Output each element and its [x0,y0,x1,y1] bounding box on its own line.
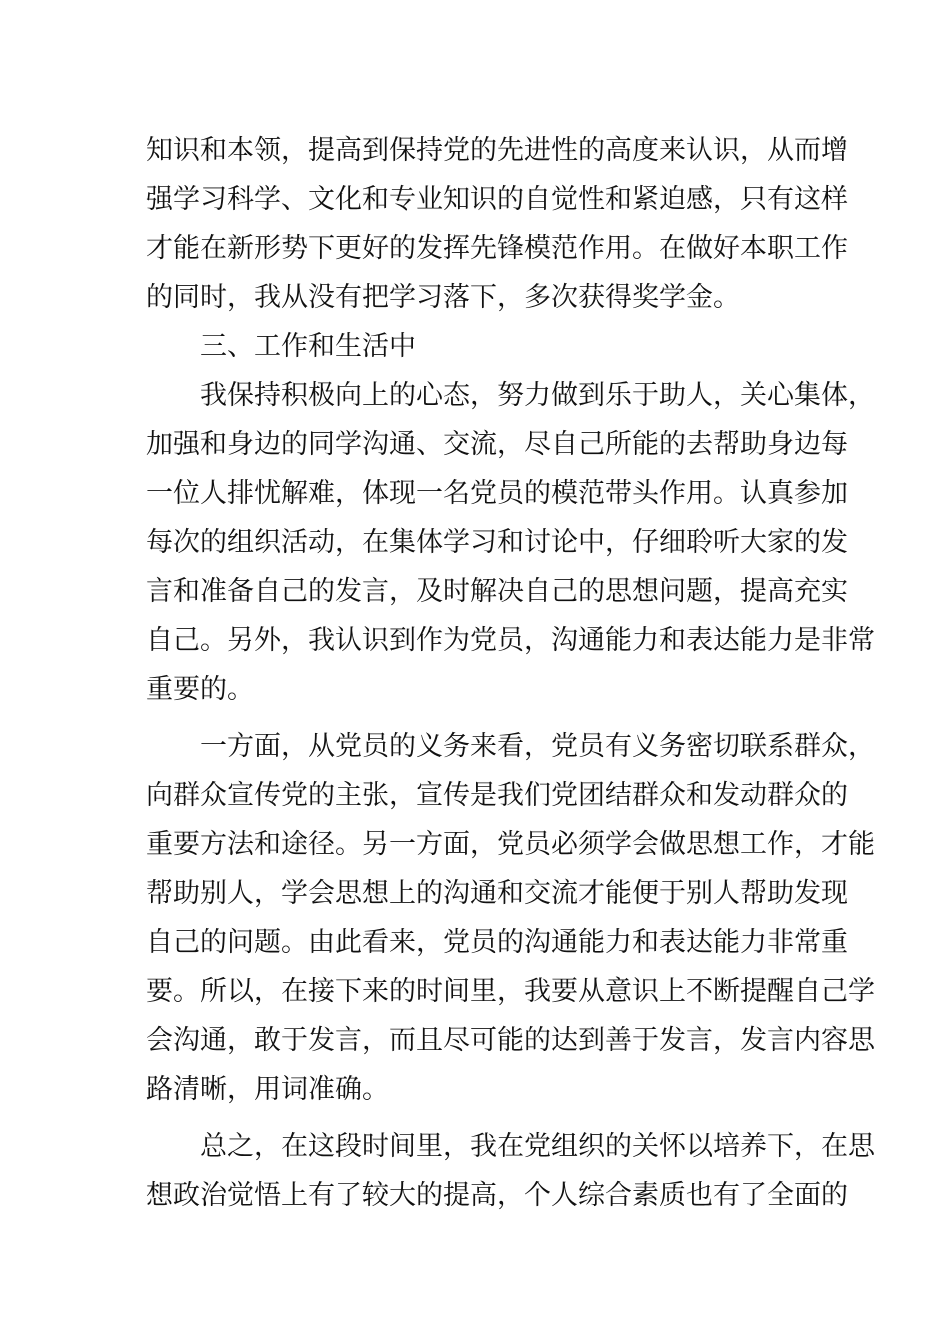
text-line: 向群众宣传党的主张，宣传是我们党团结群众和发动群众的 [146,780,848,811]
text-line: 加强和身边的同学沟通、交流，尽自己所能的去帮助身边每 [146,429,848,460]
text-line: 每次的组织活动，在集体学习和讨论中，仔细聆听大家的发 [146,527,848,558]
text-line: 才能在新形势下更好的发挥先锋模范作用。在做好本职工作 [146,233,848,264]
text-line: 路清晰，用词准确。 [146,1074,389,1105]
text-line: 自己的问题。由此看来，党员的沟通能力和表达能力非常重 [146,927,848,958]
text-line: 一位人排忧解难，体现一名党员的模范带头作用。认真参加 [146,478,848,509]
text-line: 会沟通，敢于发言，而且尽可能的达到善于发言，发言内容思 [146,1025,875,1056]
document-body [146,126,875,1220]
paragraph-continuation [146,126,848,322]
section-heading: 三、工作和生活中 [200,331,416,362]
paragraph-spacer [146,714,810,722]
text-line: 言和准备自己的发言，及时解决自己的思想问题，提高充实 [146,576,848,607]
text-line: 的同时，我从没有把学习落下，多次获得奖学金。 [146,282,740,313]
text-line: 知识和本领，提高到保持党的先进性的高度来认识，从而增 [146,135,848,166]
paragraph [146,371,875,714]
text-line: 我保持积极向上的心态，努力做到乐于助人，关心集体， [200,380,875,411]
text-line: 一方面，从党员的义务来看，党员有义务密切联系群众， [200,731,875,762]
paragraph-spacer [146,1114,810,1122]
text-line: 重要方法和途径。另一方面，党员必须学会做思想工作，才能 [146,829,875,860]
text-line: 要。所以，在接下来的时间里，我要从意识上不断提醒自己学 [146,976,875,1007]
text-line: 强学习科学、文化和专业知识的自觉性和紧迫感，只有这样 [146,184,848,215]
paragraph [146,1122,875,1220]
text-line: 自己。另外，我认识到作为党员，沟通能力和表达能力是非常 [146,625,875,656]
text-line: 想政治觉悟上有了较大的提高，个人综合素质也有了全面的 [146,1180,848,1211]
text-line: 重要的。 [146,674,254,705]
text-line: 帮助别人，学会思想上的沟通和交流才能便于别人帮助发现 [146,878,848,909]
text-line: 总之，在这段时间里，我在党组织的关怀以培养下，在思 [200,1131,875,1162]
paragraph [146,722,875,1114]
